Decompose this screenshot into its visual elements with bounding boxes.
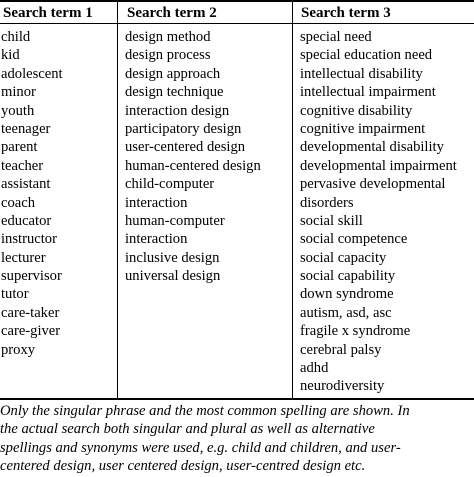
column-divider-1 [117,2,118,398]
term-cell: intellectual impairment [300,84,436,101]
term-cell: care-taker [1,304,60,321]
term-cell: proxy [1,341,36,358]
term-cell: interaction [125,231,188,248]
column-search-term-1 [1,28,63,359]
term-cell: youth [1,102,35,119]
table-footnote [0,402,474,476]
term-cell: special need [300,29,372,45]
term-cell: coach [1,194,36,211]
term-cell: social capability [300,268,396,285]
term-cell: social capacity [300,249,387,266]
term-cell: adhd [300,360,329,377]
header-search-term-1: Search term 1 [3,5,93,21]
header-search-term-3: Search term 3 [301,5,391,21]
term-cell: neurodiversity [300,378,385,395]
footnote-line: centered design, user centered design, user-centred design etc. [0,458,366,475]
term-cell: social skill [300,212,363,229]
column-search-term-3 [300,28,457,396]
term-cell: universal design [125,268,221,285]
term-cell: intellectual disability [300,65,423,82]
term-cell: human-computer [125,212,225,229]
header-search-term-2: Search term 2 [127,5,217,21]
term-cell: design approach [125,65,221,82]
term-cell: down syndrome [300,286,394,303]
term-cell: inclusive design [125,249,220,266]
term-cell: care-giver [1,323,61,340]
term-cell: cognitive disability [300,102,413,119]
term-cell: cognitive impairment [300,120,426,137]
footnote-line: the actual search both singular and plural as well as alternative [0,421,375,438]
term-cell: fragile x syndrome [300,323,411,340]
column-divider-2 [292,2,293,398]
term-cell: educator [1,212,52,229]
term-cell: tutor [1,286,29,303]
term-cell: interaction [125,194,188,211]
term-cell: design method [125,29,211,45]
footnote-line: Only the singular phrase and the most common spelling are shown. In [0,403,410,419]
term-cell: developmental disability [300,139,444,156]
term-cell: design process [125,47,211,64]
term-cell: user-centered design [125,139,246,156]
term-cell: adolescent [1,65,63,82]
term-cell: pervasive developmental [300,176,446,193]
term-cell: minor [1,84,36,101]
column-search-term-2 [125,28,261,285]
term-cell: special education need [300,47,433,64]
term-cell: parent [1,139,38,156]
table-header-row [0,2,474,24]
term-cell: supervisor [1,268,62,285]
term-cell: kid [1,47,20,64]
term-cell: teacher [1,157,44,174]
term-cell: cerebral palsy [300,341,382,358]
term-cell: interaction design [125,102,230,119]
term-cell: design technique [125,84,224,101]
term-cell: autism, asd, asc [300,304,392,321]
term-cell: lecturer [1,249,46,266]
term-cell: human-centered design [125,157,261,174]
footnote-line: spellings and synonyms were used, e.g. child and children, and user- [0,439,401,456]
term-cell: disorders [300,194,354,211]
term-cell: participatory design [125,120,242,137]
term-cell: teenager [1,120,51,137]
term-cell: instructor [1,231,57,248]
term-cell: child-computer [125,176,215,193]
term-cell: child [1,29,31,45]
term-cell: assistant [1,176,51,193]
term-cell: developmental impairment [300,157,457,174]
term-cell: social competence [300,231,408,248]
